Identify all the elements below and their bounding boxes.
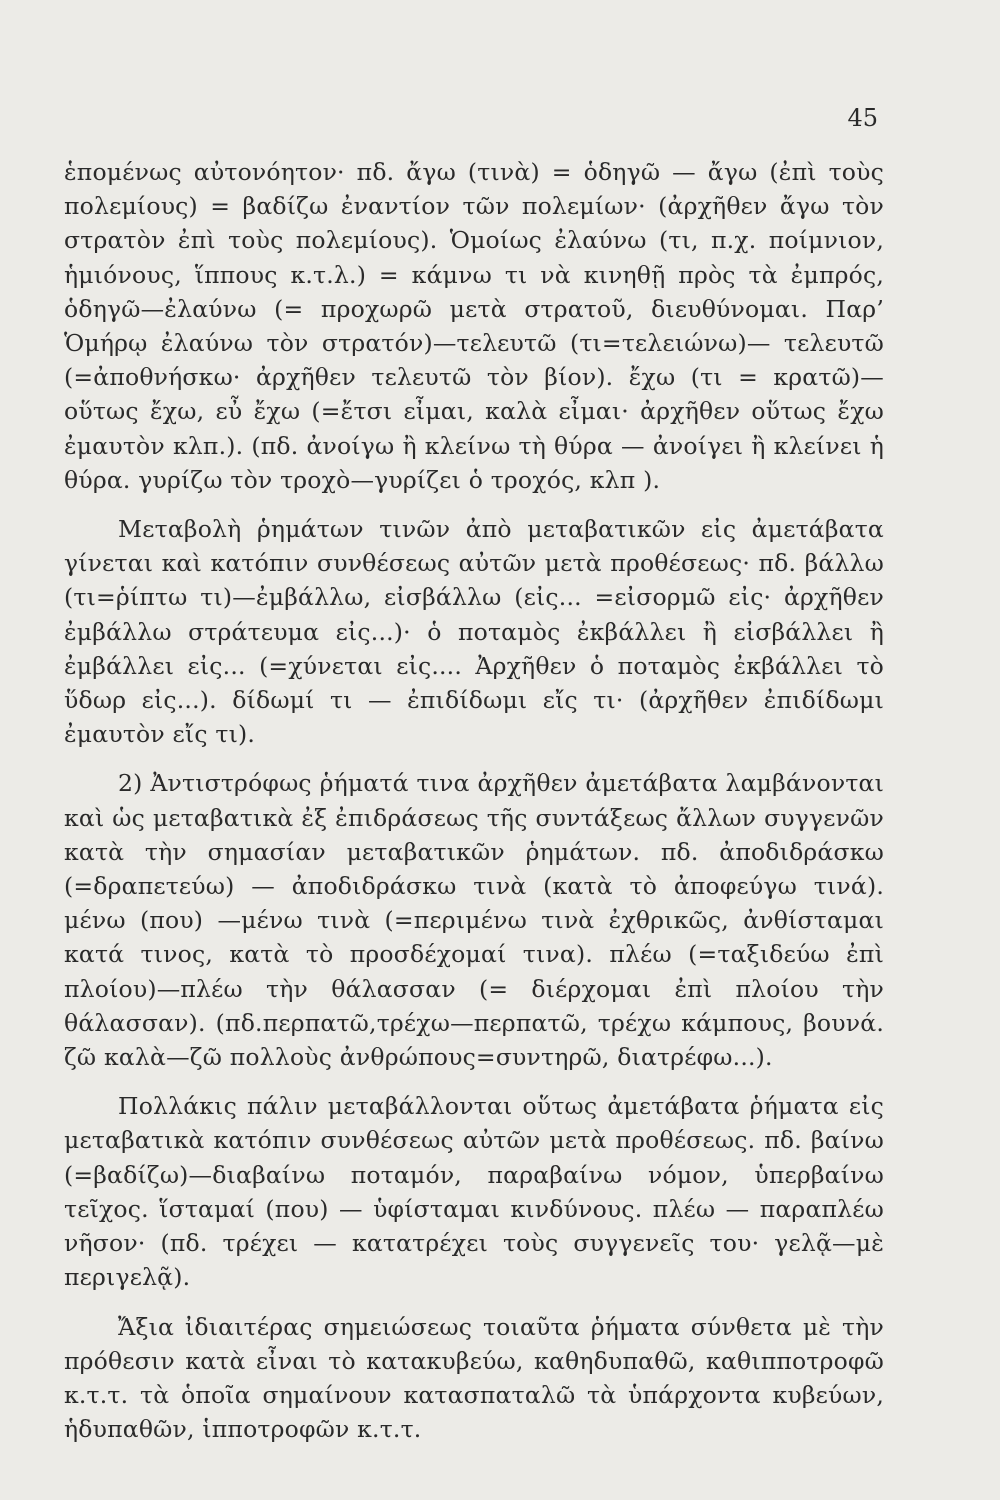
page-body <box>64 155 884 1446</box>
page-number: 45 <box>847 104 878 132</box>
paragraph: ἑπομένως αὐτονόητον· πδ. ἄγω (τινὰ) = ὁδηγῶ — ἄγω (ἐπὶ τοὺς πολεμίους) = βαδίζω ἐναντίον τῶν πολεμίων· (ἀρχῆθεν ἄγω τὸν στρατὸν ἐπὶ τοὺς πολεμίους). Ὁμοίως ἐλαύνω (τι, π.χ. ποίμνιον, ἡμιόνους, ἵππους κ.τ.λ.) = κάμνω τι νὰ κινηθῇ πρὸς τὰ ἐμπρός, ὁδηγῶ—ἐλαύνω (= προχωρῶ μετὰ στρατοῦ, διευθύνομαι. Παρ’ Ὁμήρῳ ἐλαύνω τὸν στρατόν)—τελευτῶ (τι=τελειώνω)— τελευτῶ (=ἀποθνήσκω· ἀρχῆθεν τελευτῶ τὸν βίον). ἔχω (τι = κρατῶ)— οὕτως ἔχω, εὖ ἔχω (=ἔτσι εἶμαι, καλὰ εἶμαι· ἀρχῆθεν οὕτως ἔχω ἐμαυτὸν κλπ.). (πδ. ἀνοίγω ἢ κλείνω τὴ θύρα — ἀνοίγει ἢ κλείνει ἡ θύρα. γυρίζω τὸν τροχὸ—γυρίζει ὁ τροχός, κλπ ). <box>64 158 884 494</box>
paragraph: Πολλάκις πάλιν μεταβάλλονται οὕτως ἀμετάβατα ῥήματα εἰς μεταβατικὰ κατόπιν συνθέσεως αὐτῶν μετὰ προθέσεως. πδ. βαίνω (=βαδίζω)—διαβαίνω ποταμόν, παραβαίνω νόμον, ὑπερβαίνω τεῖχος. ἵσταμαί (που) — ὑφίσταμαι κινδύνους. πλέω — παραπλέω νῆσον· (πδ. τρέχει — κατατρέχει τοὺς συγγενεῖς του· γελᾷ—μὲ περιγελᾷ). <box>64 1092 884 1292</box>
paragraph: Ἄξια ἰδιαιτέρας σημειώσεως τοιαῦτα ῥήματα σύνθετα μὲ τὴν πρόθεσιν κατὰ εἶναι τὸ κατακυβεύω, καθηδυπαθῶ, καθιπποτροφῶ κ.τ.τ. τὰ ὁποῖα σημαίνουν κατασπαταλῶ τὰ ὑπάρχοντα κυβεύων, ἡδυπαθῶν, ἱπποτροφῶν κ.τ.τ. <box>64 1312 884 1444</box>
paragraph: Μεταβολὴ ῥημάτων τινῶν ἀπὸ μεταβατικῶν εἰς ἀμετάβατα γίνεται καὶ κατόπιν συνθέσεως αὐτῶν μετὰ προθέσεως· πδ. βάλλω (τι=ῥίπτω τι)—ἐμβάλλω, εἰσβάλλω (εἰς... =εἰσορμῶ εἰς· ἀρχῆθεν ἐμβάλλω στράτευμα εἰς...)· ὁ ποταμὸς ἐκβάλλει ἢ εἰσβάλλει ἢ ἐμβάλλει εἰς... (=χύνεται εἰς.... Ἀρχῆθεν ὁ ποταμὸς ἐκβάλλει τὸ ὕδωρ εἰς...). δίδωμί τι — ἐπιδίδωμι εἴς τι· (ἀρχῆθεν ἐπιδίδωμι ἐμαυτὸν εἴς τι). <box>64 515 884 749</box>
paragraph: 2) Ἀντιστρόφως ῥήματά τινα ἀρχῆθεν ἀμετάβατα λαμβάνονται καὶ ὡς μεταβατικὰ ἐξ ἐπιδράσεως τῆς συντάξεως ἄλλων συγγενῶν κατὰ τὴν σημασίαν μεταβατικῶν ῥημάτων. πδ. ἀποδιδράσκω (=δραπετεύω) — ἀποδιδράσκω τινὰ (κατὰ τὸ ἀποφεύγω τινά). μένω (που) —μένω τινὰ (=περιμένω τινὰ ἐχθρικῶς, ἀνθίσταμαι κατά τινος, κατὰ τὸ προσδέχομαί τινα). πλέω (=ταξιδεύω ἐπὶ πλοίου)—πλέω τὴν θάλασσαν (= διέρχομαι ἐπὶ πλοίου τὴν θάλασσαν). (πδ.περπατῶ,τρέχω—περπατῶ, τρέχω κάμπους, βουνά. ζῶ καλὰ—ζῶ πολλοὺς ἀνθρώπους=συντηρῶ, διατρέφω...). <box>64 769 884 1072</box>
